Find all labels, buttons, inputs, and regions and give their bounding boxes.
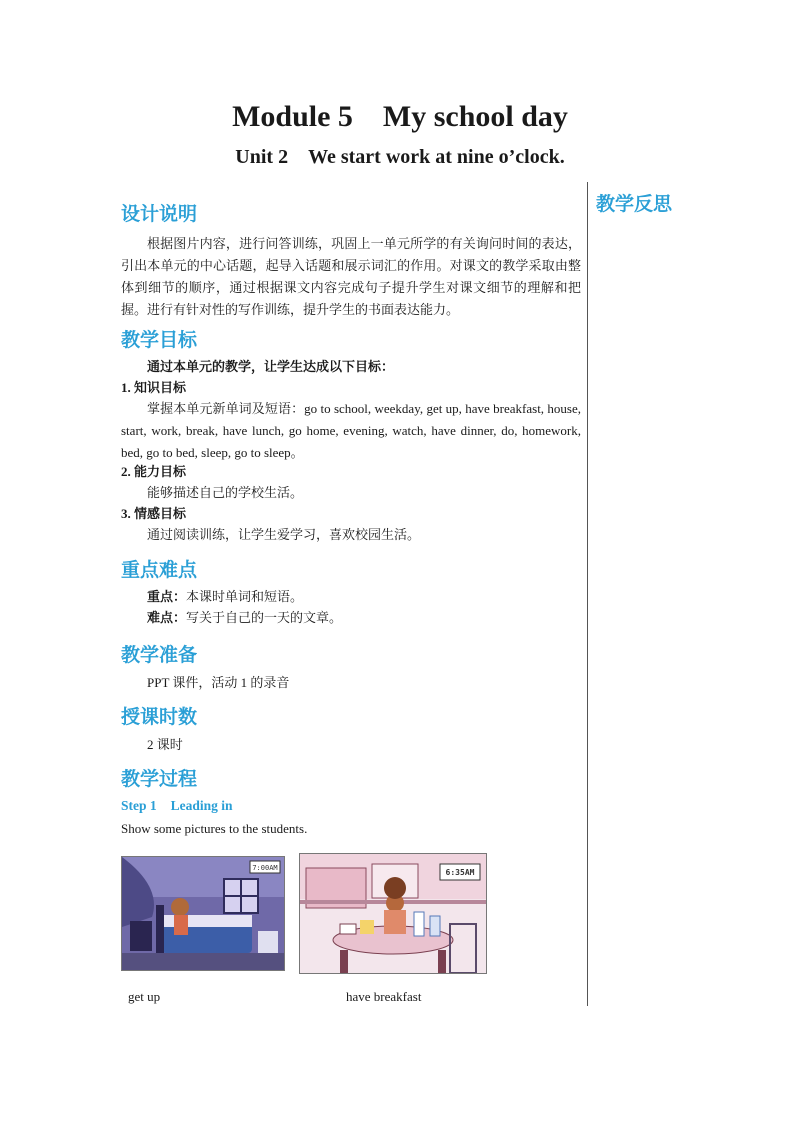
prep-heading: 教学准备: [121, 644, 198, 666]
ability-text: 能够描述自己的学校生活。: [147, 485, 304, 500]
process-heading: 教学过程: [121, 768, 198, 790]
goals-intro: 通过本单元的教学，让学生达成以下目标：: [147, 359, 395, 374]
ability-label: 2. 能力目标: [121, 464, 187, 479]
prep-text: PPT 课件，活动 1 的录音: [147, 675, 290, 690]
unit-number: Unit 2: [235, 146, 289, 168]
difficult-point: [147, 608, 342, 628]
design-heading: 设计说明: [121, 203, 198, 225]
difficult-text: 写关于自己的一天的文章。: [186, 610, 343, 625]
step-label: Step 1: [121, 798, 157, 813]
knowledge-label: 1. 知识目标: [121, 380, 187, 395]
emotion-text: 通过阅读训练，让学生爱学习，喜欢校园生活。: [147, 527, 421, 542]
key-point: [147, 587, 303, 607]
knowledge-paragraph: [121, 398, 581, 464]
step-title: Leading in: [170, 798, 233, 813]
design-text: 根据图片内容，进行问答训练，巩固上一单元所学的有关询问时间的表达，引出本单元的中心话题，起导入话题和展示词汇的作用。对课文的教学采取由整体到细节的顺序，通过根据课文内容完成句子提升学生对课文细节的理解和把握。进行有针对性的写作训练，提升学生的书面表达能力。: [121, 236, 581, 317]
design-paragraph: [121, 233, 581, 321]
kitchen-illustration: [300, 854, 486, 973]
clock-readout-2: 6:35AM: [445, 868, 475, 877]
knowledge-text: 掌握本单元新单词及短语：go to school, weekday, get up, have breakfast, house, start, work, break, have lunch, go home, evening, watch, have dinner, do, homework, bed, go to bed, sleep, go to sleep。: [121, 401, 581, 460]
get-up-caption: get up: [128, 989, 161, 1004]
difficult-label: 难点：: [147, 610, 187, 625]
get-up-picture: [121, 856, 285, 971]
column-divider: [587, 182, 588, 1006]
breakfast-picture: [299, 853, 487, 974]
step-instruction: Show some pictures to the students.: [121, 821, 308, 836]
goals-heading: 教学目标: [121, 329, 198, 351]
key-label: 重点：: [147, 589, 187, 604]
module-number: Module 5: [232, 100, 353, 133]
unit-title: [0, 146, 800, 169]
keypoints-heading: 重点难点: [121, 559, 198, 581]
key-text: 本课时单词和短语。: [186, 589, 304, 604]
step-heading: [121, 798, 233, 814]
hours-text: 2 课时: [147, 737, 183, 752]
reflection-heading: 教学反思: [596, 193, 673, 215]
bedroom-illustration: [122, 857, 284, 970]
module-title: [0, 100, 800, 134]
breakfast-caption: have breakfast: [346, 989, 422, 1004]
module-name: My school day: [382, 100, 568, 133]
hours-heading: 授课时数: [121, 706, 198, 728]
clock-readout: 7:00AM: [252, 864, 278, 872]
emotion-label: 3. 情感目标: [121, 506, 187, 521]
unit-name: We start work at nine o’clock.: [308, 146, 565, 168]
